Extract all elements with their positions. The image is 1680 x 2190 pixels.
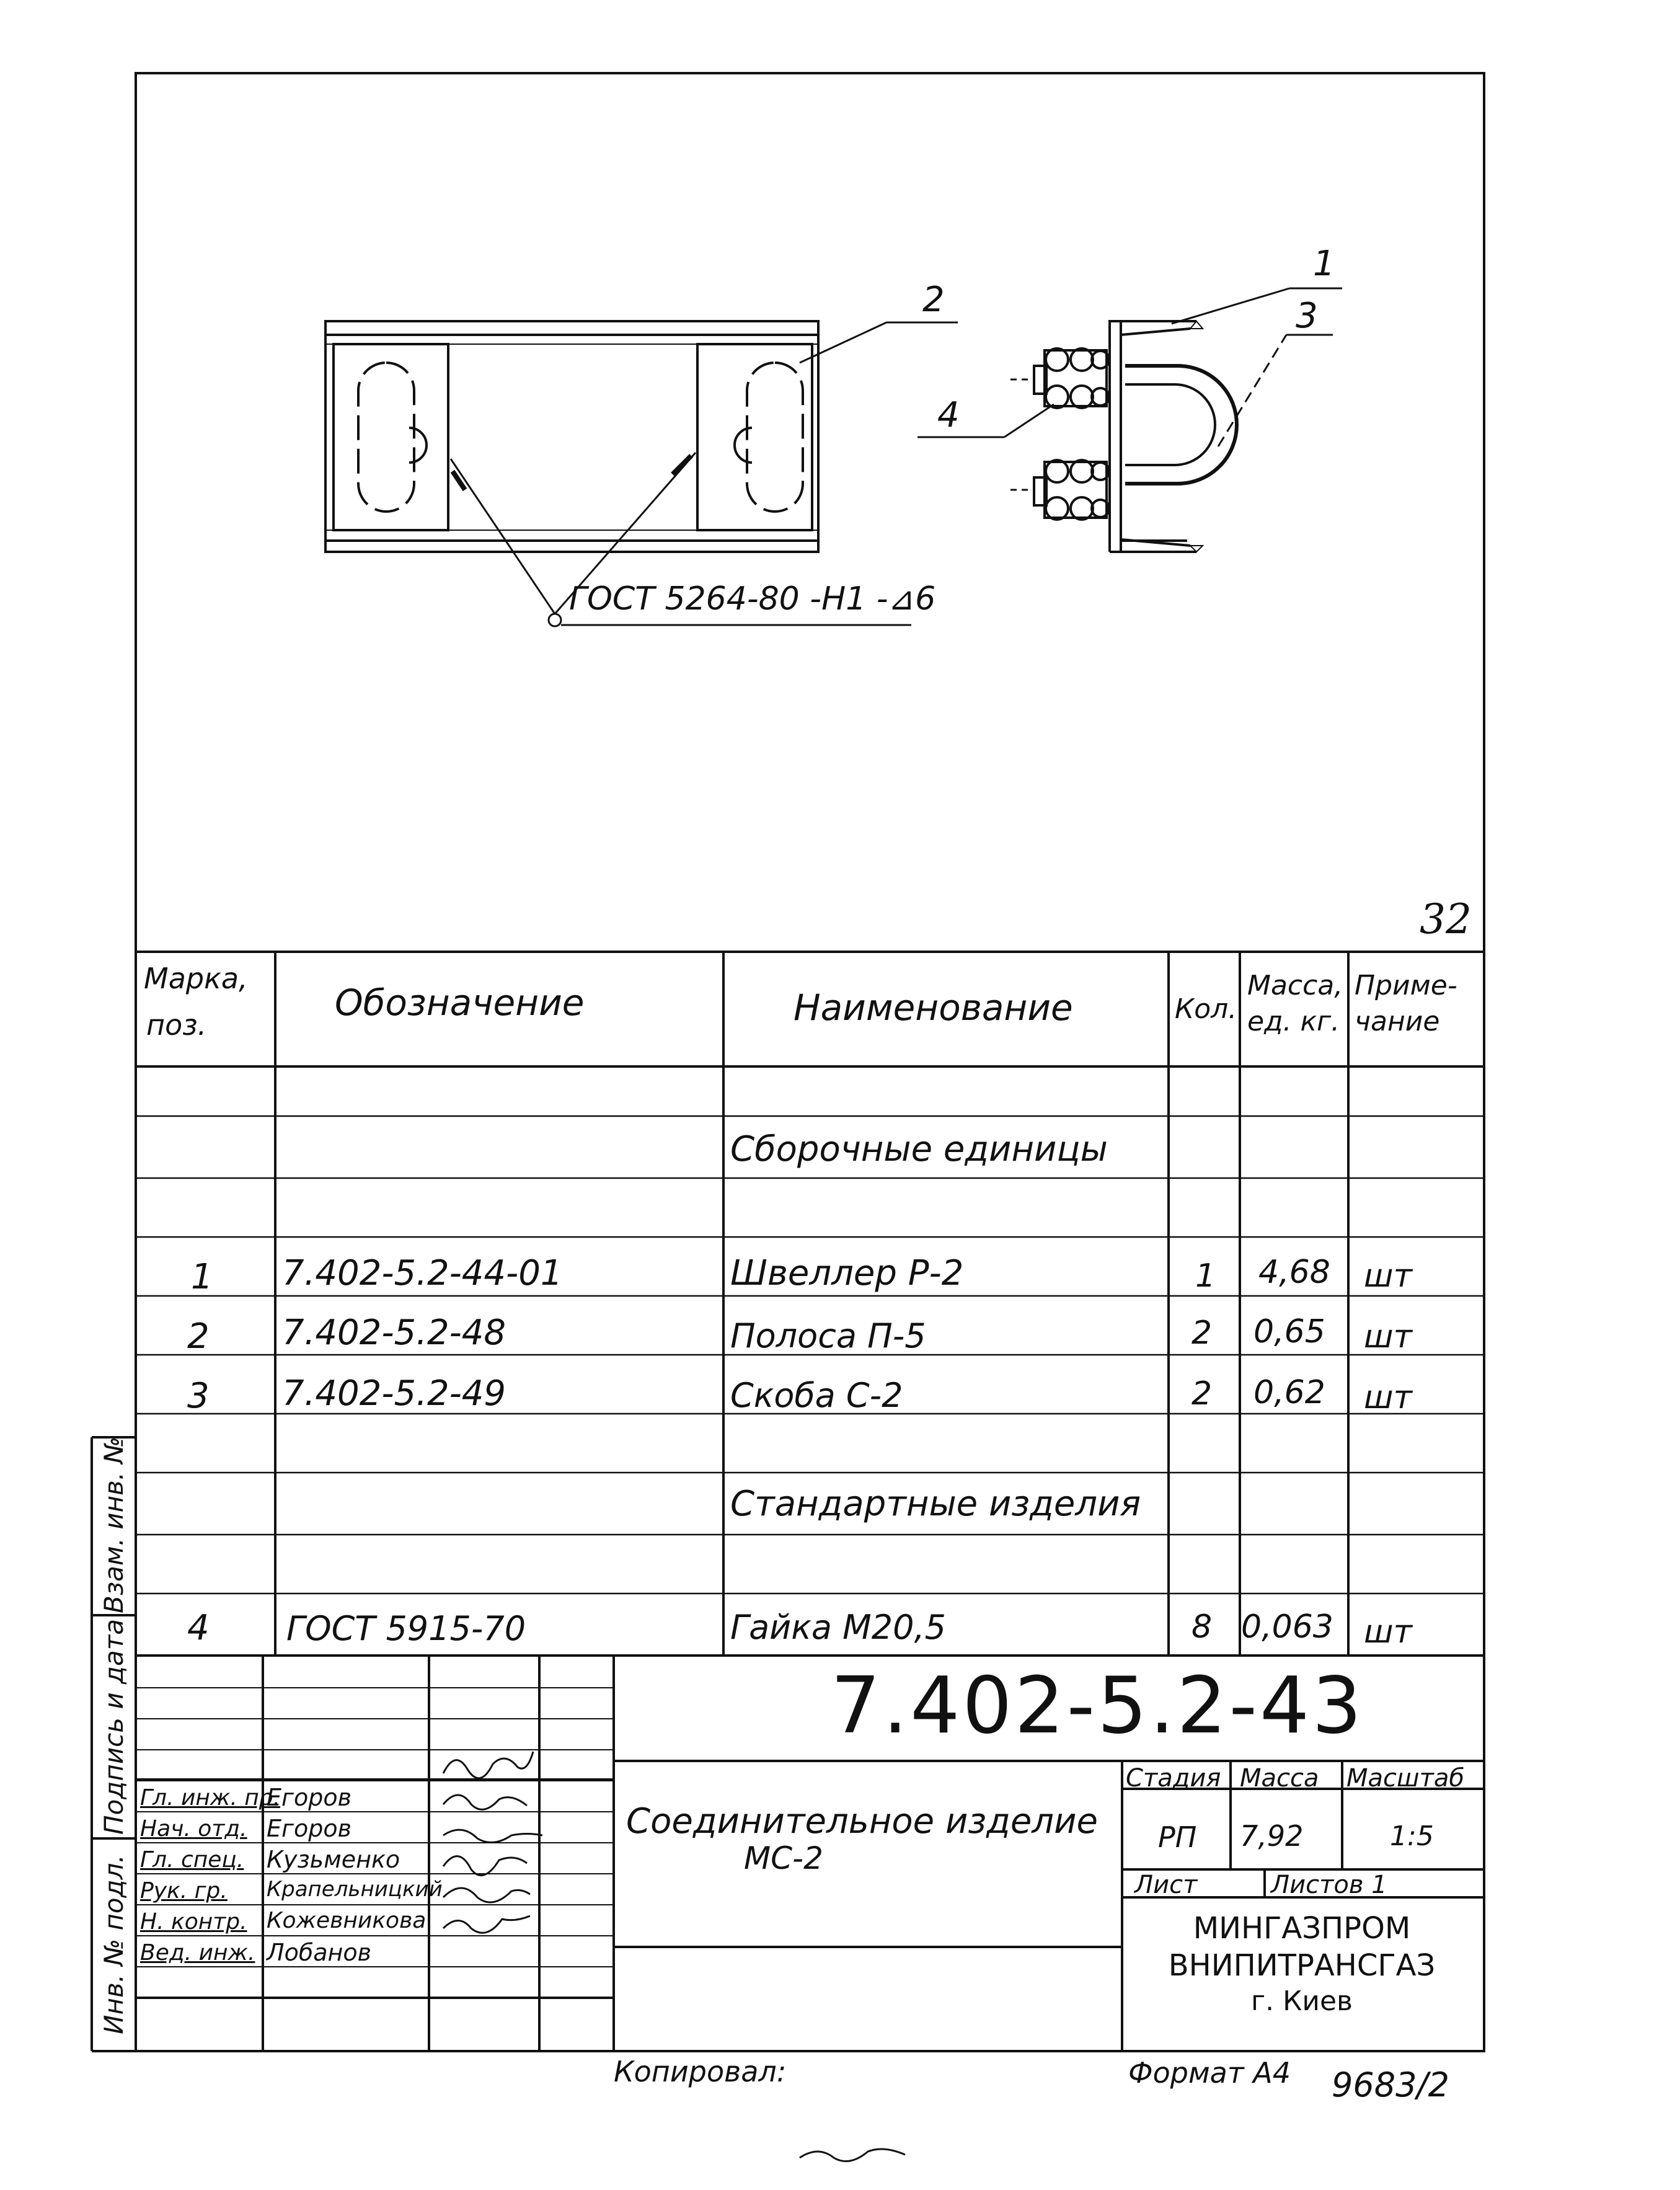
title-line-2: МС-2	[744, 1840, 823, 1876]
sheet-label: Лист	[1134, 1871, 1198, 1899]
row-3-note: шт	[1364, 1379, 1412, 1416]
row-4-mark: 4	[187, 1608, 210, 1648]
sig-role-2: Нач. отд.	[140, 1816, 247, 1842]
header-note-line1: Приме-	[1355, 970, 1457, 1001]
row-2-note: шт	[1364, 1318, 1412, 1355]
sig-name-1: Егоров	[267, 1784, 351, 1811]
row-3-mass: 0,62	[1253, 1374, 1325, 1411]
header-mass-line1: Масса,	[1247, 970, 1343, 1001]
header-designation: Обозначение	[335, 982, 585, 1024]
row-1-qty: 1	[1195, 1257, 1216, 1295]
leader-label-4: 4	[937, 395, 960, 435]
row-1-mass: 4,68	[1258, 1254, 1330, 1291]
mass-value: 7,92	[1240, 1819, 1304, 1853]
sig-name-3: Кузьменко	[267, 1846, 400, 1873]
row-4-note: шт	[1364, 1613, 1412, 1651]
header-mark-line1: Марка,	[144, 962, 248, 995]
header-mass-line2: ед. кг.	[1247, 1006, 1340, 1037]
row-2-name: Полоса П-5	[730, 1316, 926, 1355]
sig-role-5: Н. контр.	[140, 1909, 247, 1935]
row-1-note: шт	[1364, 1257, 1412, 1295]
row-4-designation: ГОСТ 5915-70	[286, 1609, 526, 1648]
leader-label-2: 2	[922, 280, 945, 320]
row-3-name: Скоба С-2	[730, 1376, 903, 1415]
sig-name-6: Лобанов	[267, 1939, 372, 1966]
sig-role-1: Гл. инж. пр.	[140, 1785, 281, 1811]
header-qty: Кол.	[1175, 993, 1237, 1025]
org-line-3: г. Киев	[1251, 1985, 1353, 2017]
row-4-mass: 0,063	[1241, 1608, 1333, 1646]
sheets-label: Листов 1	[1271, 1871, 1387, 1899]
sig-name-4: Крапельницкий	[267, 1877, 443, 1902]
weld-note: ГОСТ 5264-80 -Н1 -⊿6	[569, 580, 936, 618]
org-line-1: МИНГАЗПРОМ	[1193, 1911, 1411, 1946]
row-1-mark: 1	[191, 1257, 213, 1297]
document-number: 7.402-5.2-43	[831, 1660, 1364, 1751]
row-3-mark: 3	[187, 1376, 210, 1416]
row-2-qty: 2	[1191, 1314, 1213, 1352]
sig-role-4: Рук. гр.	[140, 1878, 228, 1904]
leader-label-3: 3	[1296, 296, 1318, 336]
side-stamp-sign-date: Подпись и дата	[99, 1619, 129, 1835]
sig-role-6: Вед. инж.	[140, 1940, 255, 1966]
footer-archive-number: 9683/2	[1332, 2065, 1449, 2104]
row-1-name: Швеллер Р-2	[730, 1253, 964, 1293]
side-stamp-inv-replace: Взам. инв. №	[99, 1436, 129, 1613]
row-4-qty: 8	[1191, 1608, 1213, 1646]
row-2-mass: 0,65	[1253, 1313, 1325, 1350]
section-standard-items: Стандартные изделия	[730, 1484, 1141, 1524]
row-4-name: Гайка М20,5	[730, 1608, 946, 1647]
row-1-designation: 7.402-5.2-44-01	[282, 1253, 563, 1293]
org-line-2: ВНИПИТРАНСГАЗ	[1168, 1948, 1436, 1983]
leader-label-1: 1	[1313, 244, 1335, 284]
sheet-number: 32	[1420, 895, 1472, 943]
sheet-frame	[136, 73, 1484, 2051]
sig-name-2: Егоров	[267, 1815, 351, 1842]
scale-label: Масштаб	[1346, 1764, 1465, 1793]
sig-name-5: Кожевникова	[267, 1908, 427, 1933]
title-line-1: Соединительное изделие	[626, 1801, 1098, 1842]
side-view	[917, 288, 1342, 552]
row-3-designation: 7.402-5.2-49	[282, 1373, 506, 1414]
header-note-line2: чание	[1355, 1006, 1440, 1037]
row-2-mark: 2	[187, 1316, 210, 1357]
stage-label: Стадия	[1126, 1764, 1221, 1793]
row-2-designation: 7.402-5.2-48	[282, 1313, 506, 1353]
sig-role-3: Гл. спец.	[140, 1847, 244, 1873]
header-mark-line2: поз.	[146, 1008, 207, 1042]
header-name: Наименование	[794, 986, 1073, 1029]
section-assembly-units: Сборочные единицы	[730, 1129, 1108, 1169]
footer-copied: Копировал:	[614, 2055, 787, 2088]
scale-value: 1:5	[1390, 1820, 1434, 1852]
row-3-qty: 2	[1191, 1375, 1213, 1412]
stage-value: РП	[1158, 1820, 1197, 1854]
footer-format: Формат А4	[1128, 2056, 1291, 2090]
side-stamp-inv-orig: Инв. № подл.	[99, 1855, 129, 2034]
mass-label: Масса	[1240, 1764, 1319, 1793]
